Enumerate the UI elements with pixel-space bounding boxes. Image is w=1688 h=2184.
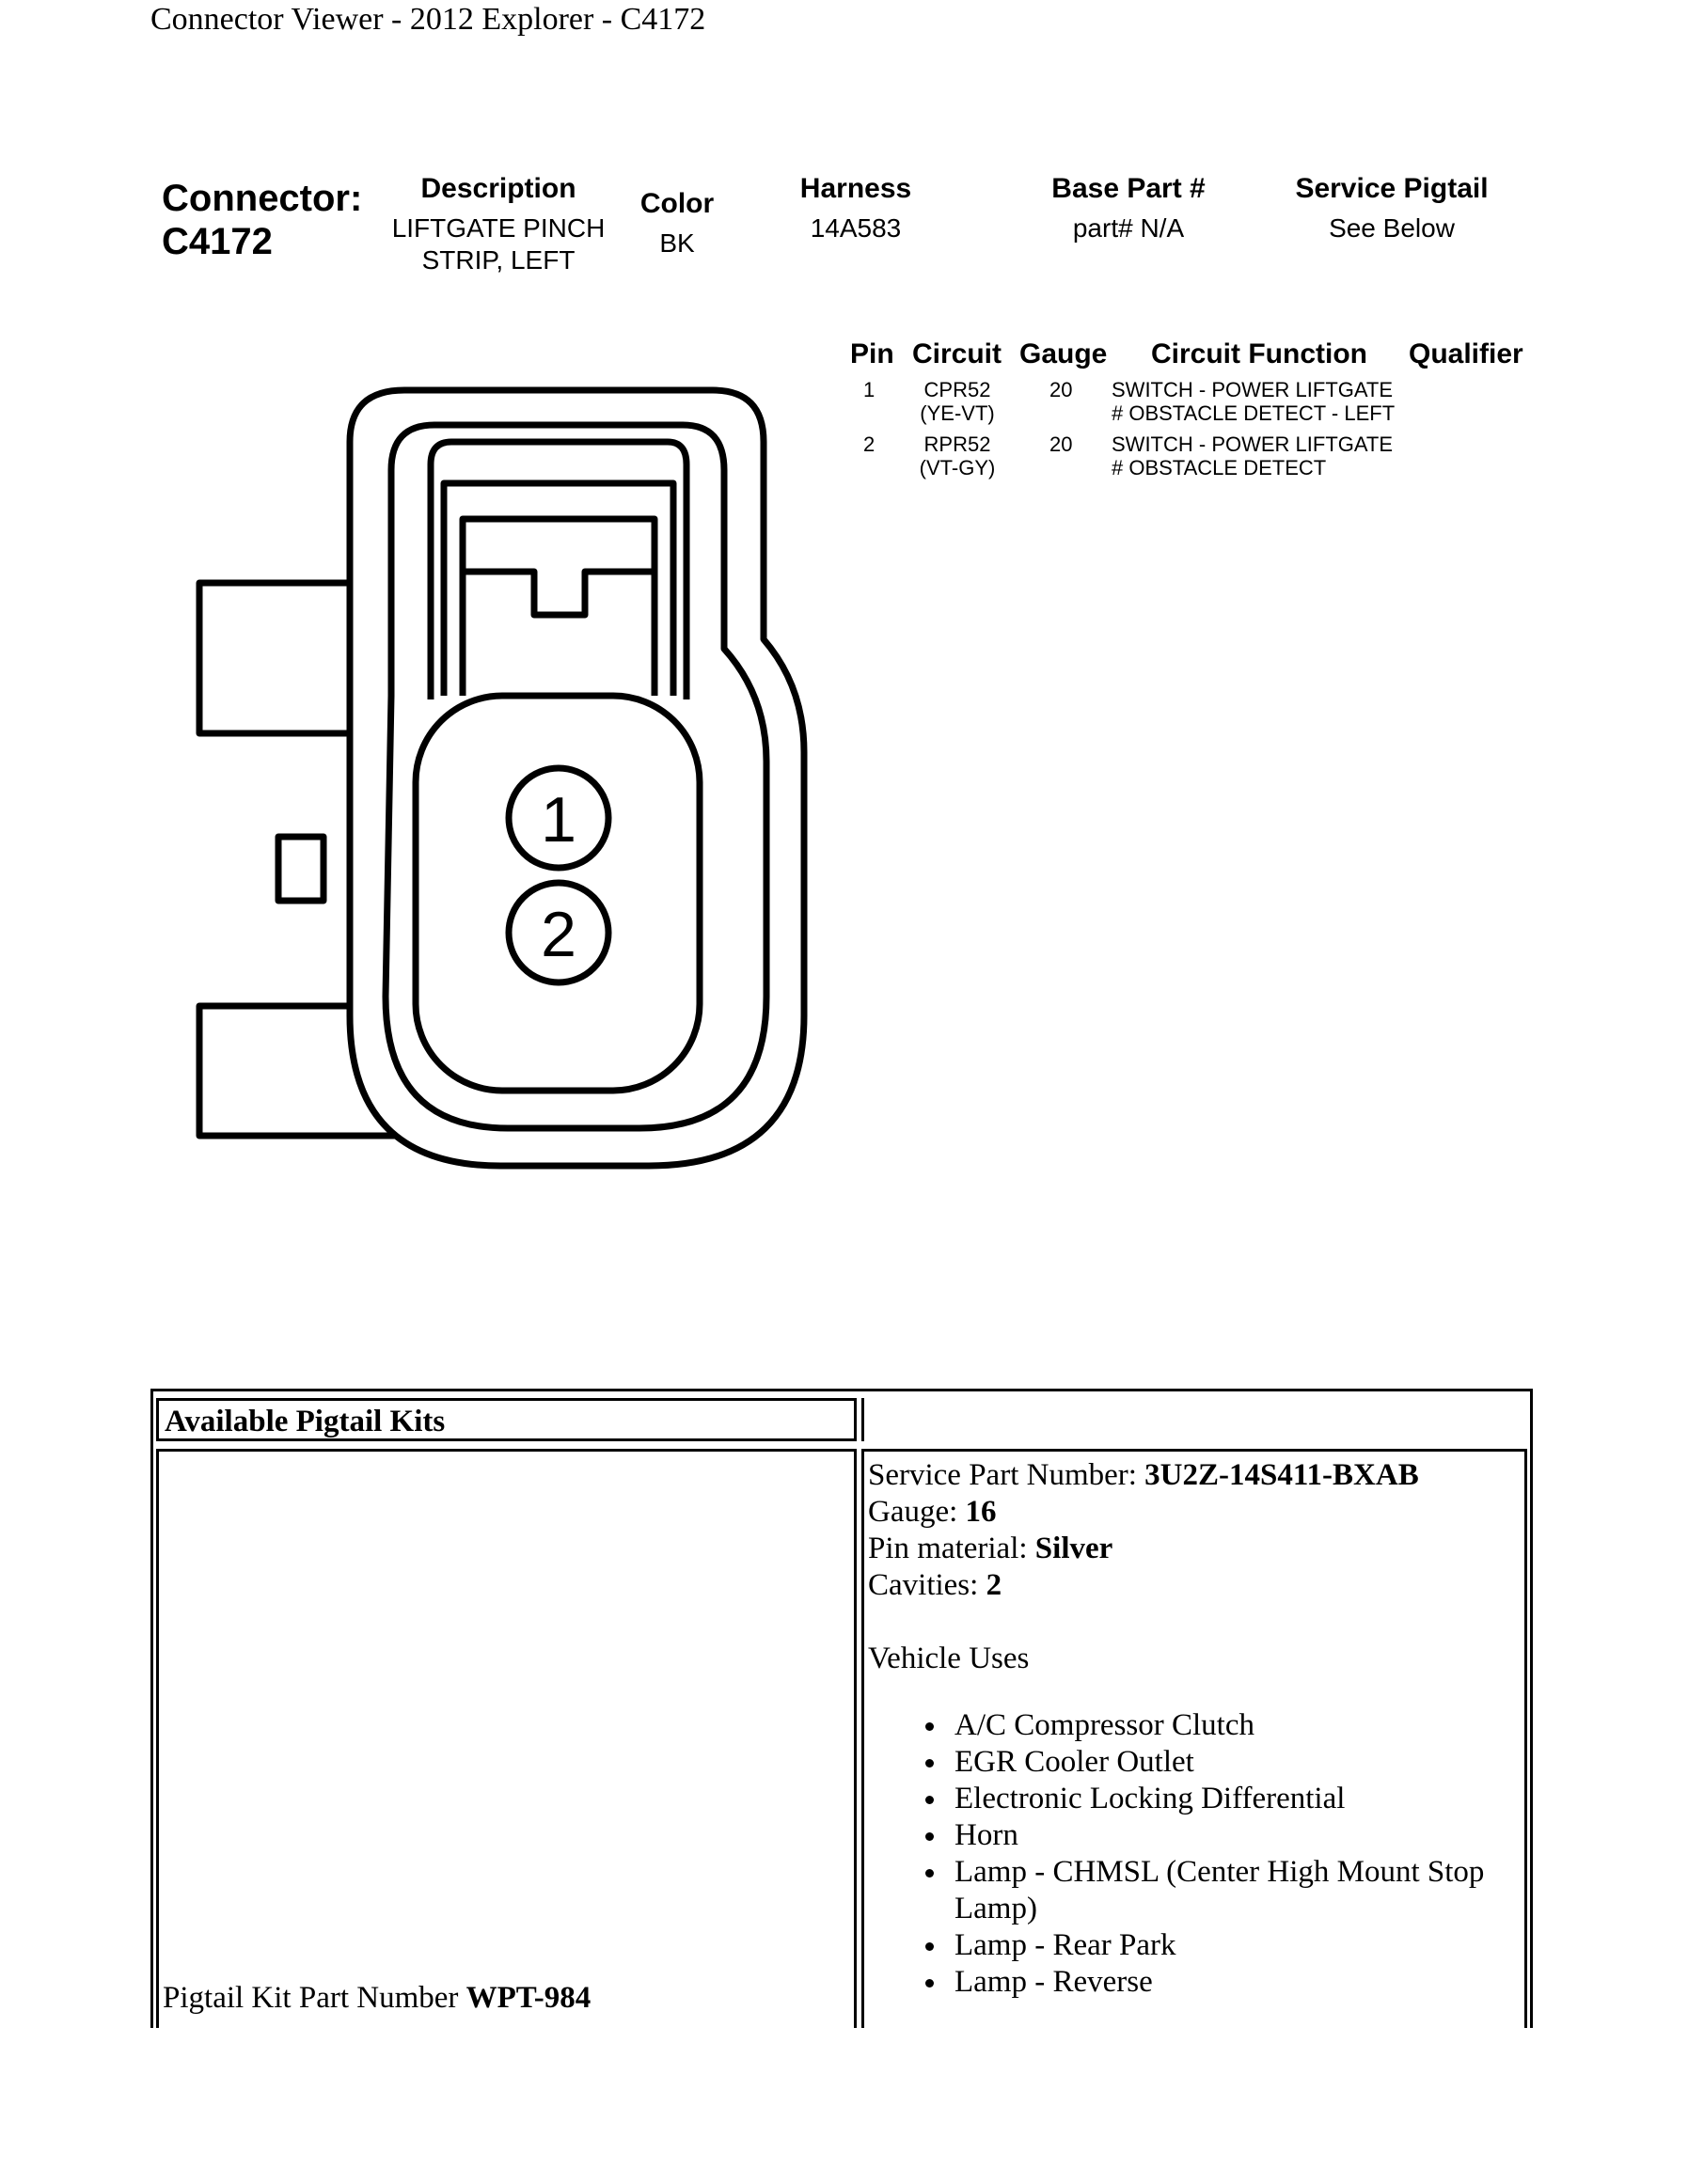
pin-material-line xyxy=(868,1531,1112,1567)
qualifier-column-header: Qualifier xyxy=(1409,338,1523,369)
circuit-function-line1: SWITCH - POWER LIFTGATE xyxy=(1112,432,1394,456)
description-value xyxy=(376,212,621,276)
gauge-value: 20 xyxy=(1049,432,1073,456)
connector-face-diagram xyxy=(188,376,809,1185)
color-header: Color xyxy=(639,188,715,219)
list-item: • A/C Compressor Clutch xyxy=(949,1707,1522,1744)
list-item: • Lamp - Rear Park xyxy=(949,1927,1522,1964)
gauge-column-header: Gauge xyxy=(1019,338,1108,369)
page-title: Connector Viewer - 2012 Explorer - C4172 xyxy=(150,2,706,37)
list-item: • Lamp - CHMSL (Center High Mount Stop Lamp) xyxy=(949,1854,1522,1927)
pin-1-label: 1 xyxy=(541,784,576,856)
function-column-header: Circuit Function xyxy=(1151,338,1367,369)
side-key xyxy=(278,837,323,901)
base-part-header: Base Part # xyxy=(1051,173,1206,204)
connector-label xyxy=(162,177,362,263)
circuit-function xyxy=(1112,378,1395,425)
circuit-id xyxy=(910,378,1004,425)
lower-mounting-tab xyxy=(199,1006,395,1136)
pigtail-heading-cell xyxy=(156,1398,857,1441)
pin-material-label: Pin material: xyxy=(868,1532,1035,1565)
latch-notch xyxy=(463,572,655,615)
circuit-function-line2: # OBSTACLE DETECT xyxy=(1112,456,1327,479)
cavities-label: Cavities: xyxy=(868,1568,986,1602)
circuit-column-header: Circuit xyxy=(912,338,1002,369)
pigtail-kit-cell xyxy=(156,1449,857,2028)
pigtail-details-cell xyxy=(861,1449,1527,2028)
kit-number: WPT-984 xyxy=(465,1981,592,2015)
vehicle-uses-label: Vehicle Uses xyxy=(868,1642,1030,1675)
list-item: • EGR Cooler Outlet xyxy=(949,1744,1522,1781)
list-item: • Horn xyxy=(949,1817,1522,1854)
pin-cavity-area xyxy=(416,696,700,1091)
circuit-function-line2: # OBSTACLE DETECT - LEFT xyxy=(1112,401,1396,425)
base-part-value: part# N/A xyxy=(1072,213,1185,243)
circuit-function xyxy=(1112,432,1393,479)
circuit-id xyxy=(910,432,1004,479)
pigtail-kits-table xyxy=(150,1389,1533,2028)
kit-label: Pigtail Kit Part Number xyxy=(163,1981,466,2015)
vehicle-uses-list xyxy=(917,1707,1522,2001)
list-item: • Electronic Locking Differential xyxy=(949,1781,1522,1817)
gauge-value: 20 xyxy=(1049,378,1073,401)
gauge-line xyxy=(868,1494,997,1531)
description-line2: STRIP, LEFT xyxy=(421,245,576,275)
harness-value: 14A583 xyxy=(810,213,902,243)
pin-column-header: Pin xyxy=(850,338,894,369)
cavities-line xyxy=(868,1567,1002,1604)
locking-latch-inner xyxy=(444,483,673,696)
connector-id: C4172 xyxy=(162,221,273,262)
service-part-value: 3U2Z-14S411-BXAB xyxy=(1144,1458,1419,1492)
pin-material-value: Silver xyxy=(1034,1532,1113,1565)
connector-label-line1: Connector: xyxy=(162,178,363,219)
upper-mounting-tab xyxy=(199,583,350,733)
harness-header: Harness xyxy=(799,173,912,204)
pigtail-heading: Available Pigtail Kits xyxy=(165,1405,446,1438)
gauge-value: 16 xyxy=(965,1495,997,1529)
pin-number: 1 xyxy=(863,378,876,401)
service-pigtail-header: Service Pigtail xyxy=(1295,173,1489,204)
pin-number: 2 xyxy=(863,432,876,456)
circuit-code: RPR52 xyxy=(923,432,991,456)
circuit-color: (VT-GY) xyxy=(919,456,996,479)
list-item: • Lamp - Reverse xyxy=(949,1964,1522,2001)
description-header: Description xyxy=(420,173,576,204)
description-line1: LIFTGATE PINCH xyxy=(391,213,606,243)
pigtail-kit-part-number xyxy=(163,1980,591,2017)
cavities-value: 2 xyxy=(986,1568,1002,1602)
circuit-code: CPR52 xyxy=(923,378,991,401)
circuit-color: (YE-VT) xyxy=(920,401,995,425)
service-part-number xyxy=(868,1457,1419,1494)
color-value: BK xyxy=(659,228,695,258)
service-part-label: Service Part Number: xyxy=(868,1458,1145,1492)
service-pigtail-value: See Below xyxy=(1329,213,1455,243)
latch-window xyxy=(463,519,655,696)
circuit-function-line1: SWITCH - POWER LIFTGATE xyxy=(1112,378,1394,401)
pin-2-label: 2 xyxy=(541,899,576,970)
pigtail-header-spacer xyxy=(861,1398,1527,1441)
gauge-label: Gauge: xyxy=(868,1495,966,1529)
